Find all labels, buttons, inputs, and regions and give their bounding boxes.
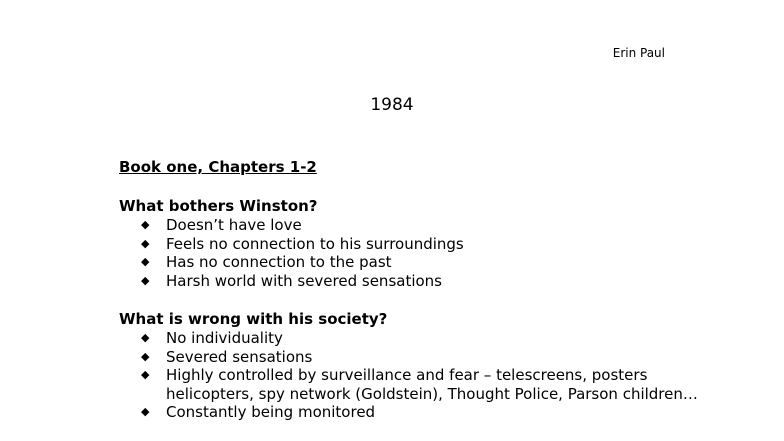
diamond-bullet-icon: ◆ <box>141 236 150 250</box>
diamond-bullet-icon: ◆ <box>141 331 150 344</box>
spacer <box>119 290 719 309</box>
list-item <box>119 235 719 254</box>
list-item <box>119 329 719 348</box>
diamond-bullet-icon: ◆ <box>141 218 150 231</box>
list-item <box>119 366 719 403</box>
spacer <box>119 177 719 196</box>
list-item <box>119 403 719 422</box>
list-item-text: Feels no connection to his surroundings <box>166 234 464 253</box>
question-heading-2: What is wrong with his society? <box>119 310 388 328</box>
document-body <box>119 157 719 422</box>
list-item-text: Harsh world with severed sensations <box>166 271 442 290</box>
question-heading-1: What bothers Winston? <box>119 197 318 215</box>
list-item-text: Constantly being monitored <box>166 403 376 421</box>
diamond-bullet-icon: ◆ <box>141 368 150 381</box>
bullet-list-2 <box>119 329 719 422</box>
list-item-text: Has no connection to the past <box>166 253 392 271</box>
list-item <box>119 216 719 235</box>
diamond-bullet-icon: ◆ <box>141 273 150 287</box>
diamond-bullet-icon: ◆ <box>141 405 150 418</box>
document-title: 1984 <box>370 95 414 115</box>
list-item <box>119 272 719 291</box>
list-item-text: No individuality <box>166 329 283 347</box>
diamond-bullet-icon: ◆ <box>141 255 150 268</box>
list-item-text: Highly controlled by surveillance and fear – telescreens, posters helicopters, spy network (Goldstein), Thought Police, Parson children… <box>166 366 698 403</box>
bullet-list-1 <box>119 216 719 290</box>
list-item <box>119 348 719 367</box>
list-item-text: Severed sensations <box>166 347 313 366</box>
list-item <box>119 253 719 272</box>
section-heading: Book one, Chapters 1-2 <box>119 158 317 176</box>
author-name: Erin Paul <box>612 46 665 60</box>
diamond-bullet-icon: ◆ <box>141 349 150 363</box>
list-item-text: Doesn’t have love <box>166 216 302 234</box>
